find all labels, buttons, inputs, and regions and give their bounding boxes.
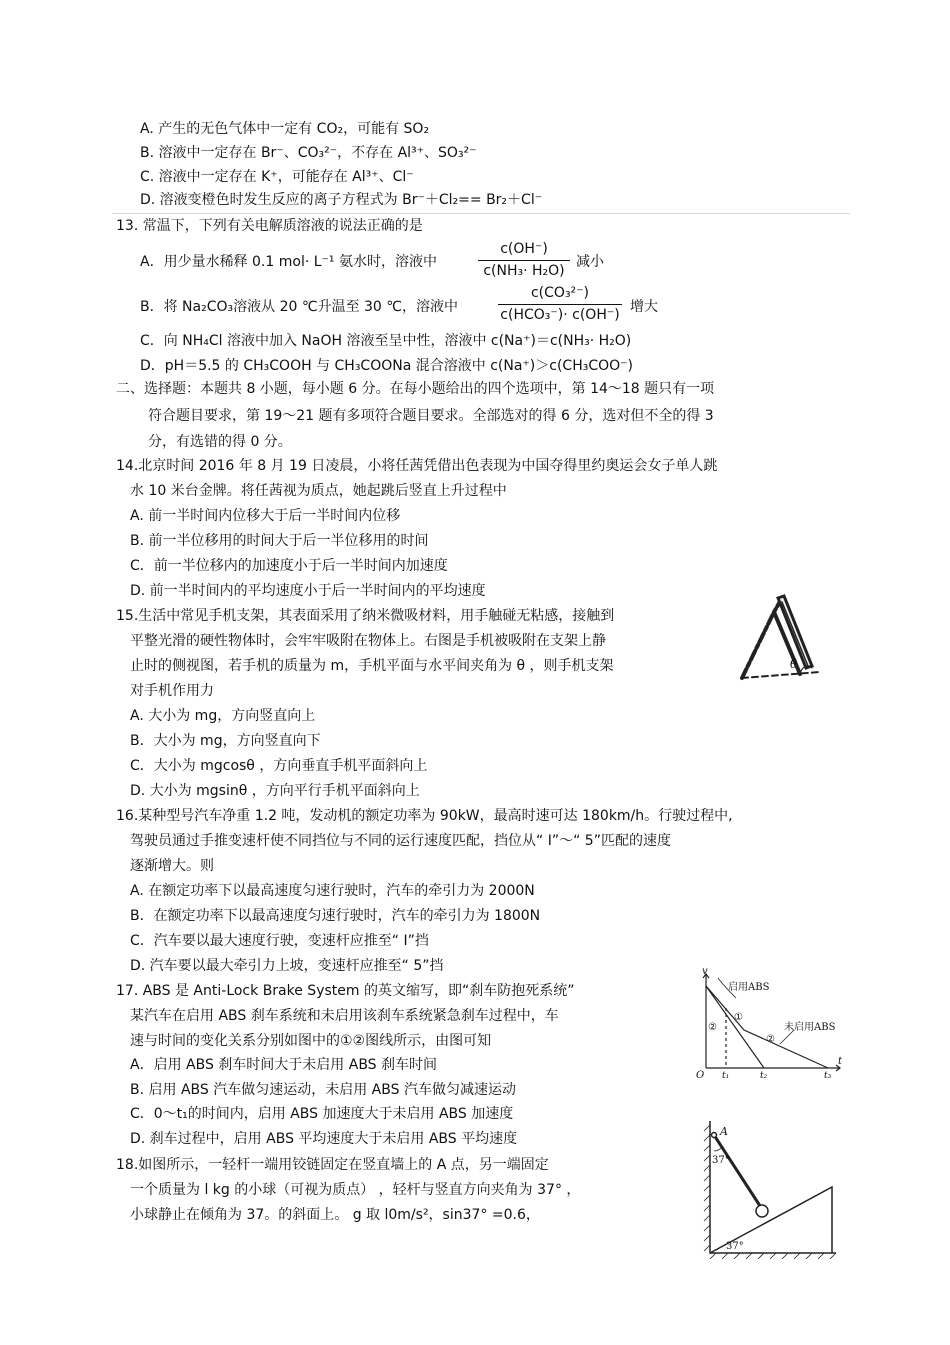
- section2-line2: 符合题目要求，第 19～21 题有多项符合题目要求。全部选对的得 6 分，选对但不全的得 3: [148, 408, 714, 424]
- curve-2-marker: ②: [708, 1022, 717, 1033]
- q13-a-fraction-bar: [478, 260, 570, 261]
- q18-stem-3: 小球静止在倾角为 37。的斜面上。 g 取 l0m/s²，sin37° =0.6，: [130, 1207, 540, 1223]
- q17-stem-2: 某汽车在启用 ABS 刹车系统和未启用该刹车系统紧急刹车过程中，车: [130, 1008, 559, 1024]
- q17-option-c: C．0～t₁的时间内，启用 ABS 加速度大于未启用 ABS 加速度: [130, 1106, 514, 1122]
- q15-stem-1: 15.生活中常见手机支架，其表面采用了纳米微吸材料，用手触碰无粘感，接触到: [116, 608, 615, 624]
- q15-option-b: B．大小为 mg，方向竖直向下: [130, 733, 321, 749]
- q13-b-fraction-bar: [498, 304, 622, 305]
- q13-option-a-text: A．用少量水稀释 0.1 mol· L⁻¹ 氨水时，溶液中: [140, 254, 437, 270]
- q17-stem-3: 速与时间的变化关系分别如图中的①②图线所示，由图可知: [130, 1033, 492, 1049]
- q16-option-d: D. 汽车要以最大牵引力上坡，变速杆应推至“ 5”挡: [130, 958, 444, 974]
- divider: [112, 213, 850, 214]
- hinge: [712, 1133, 717, 1138]
- q13-option-a-tail: 减小: [576, 254, 604, 270]
- t3-label: t₃: [824, 1071, 832, 1080]
- q14-stem-1: 14.北京时间 2016 年 8 月 19 日凌晨，小将任茜凭借出色表现为中国夺得里约奥运会女子单人跳: [116, 458, 718, 474]
- q12-option-c: C. 溶液中一定存在 K⁺，可能存在 Al³⁺、Cl⁻: [140, 169, 414, 185]
- q15-option-a: A. 大小为 mg，方向竖直向上: [130, 708, 316, 724]
- t2-label: t₂: [760, 1071, 768, 1080]
- q13-option-b-tail: 增大: [630, 299, 658, 315]
- ball: [756, 1205, 768, 1217]
- rod-ball-incline-figure: [696, 1115, 846, 1259]
- angle-bottom-label: 37°: [726, 1241, 744, 1252]
- q13-b-denominator: c(HCO₃⁻)· c(OH⁻): [500, 307, 620, 323]
- q17-stem-1: 17. ABS 是 Anti-Lock Brake System 的英文缩写，即“刹车防抱死系统”: [116, 983, 575, 999]
- q16-option-c: C．汽车要以最大速度行驶，变速杆应推至“ I”挡: [130, 933, 429, 949]
- q18-stem-1: 18.如图所示，一轻杆一端用铰链固定在竖直墙上的 A 点，另一端固定: [116, 1157, 549, 1173]
- curve-1-marker: ①: [734, 1012, 743, 1023]
- q17-option-a: A．启用 ABS 刹车时间大于未启用 ABS 刹车时间: [130, 1057, 438, 1073]
- q17-option-d: D. 刹车过程中，启用 ABS 平均速度大于未启用 ABS 平均速度: [130, 1131, 518, 1147]
- q13-option-b-text: B．将 Na₂CO₃溶液从 20 ℃升温至 30 ℃，溶液中: [140, 299, 459, 315]
- q12-option-d: D. 溶液变橙色时发生反应的离子方程式为 Br⁻＋Cl₂== Br₂＋Cl⁻: [140, 192, 543, 208]
- q14-stem-2: 水 10 米台金牌。将任茜视为质点，她起跳后竖直上升过程中: [130, 483, 507, 499]
- q13-b-numerator: c(CO₃²⁻): [530, 285, 590, 301]
- q16-stem-2: 驾驶员通过手推变速杆使不同挡位与不同的运行速度匹配，挡位从“ I”～“ 5”匹配的速度: [130, 833, 671, 849]
- curve-2-marker-b: ②: [766, 1034, 775, 1045]
- q13-a-denominator: c(NH₃· H₂O): [483, 263, 565, 279]
- q13-option-c: C．向 NH₄Cl 溶液中加入 NaOH 溶液至呈中性，溶液中 c(Na⁺)＝c(NH₃· H₂O): [140, 333, 632, 349]
- section2-line1: 二、选择题：本题共 8 小题，每小题 6 分。在每小题给出的四个选项中，第 14～18 题只有一项: [116, 381, 715, 397]
- section2-line3: 分，有选错的得 0 分。: [148, 434, 292, 450]
- q16-stem-3: 逐渐增大。则: [130, 858, 214, 874]
- point-a-label: A: [720, 1125, 728, 1138]
- t1-label: t₁: [722, 1071, 730, 1080]
- q14-option-c: C．前一半位移内的加速度小于后一半时间内加速度: [130, 558, 448, 574]
- wall-and-ground: [710, 1121, 836, 1253]
- rod: [714, 1135, 762, 1209]
- q15-option-d: D. 大小为 mgsinθ ，方向平行手机平面斜向上: [130, 783, 420, 799]
- abs-off-label: 未启用ABS: [784, 1022, 836, 1033]
- q15-stem-3: 止时的侧视图，若手机的质量为 m，手机平面与水平间夹角为 θ ，则手机支架: [130, 658, 614, 674]
- q14-option-a: A. 前一半时间内位移大于后一半时间内位移: [130, 508, 401, 524]
- phone-holder-figure: [730, 588, 830, 688]
- q13-stem: 13. 常温下，下列有关电解质溶液的说法正确的是: [116, 218, 423, 234]
- q16-option-b: B．在额定功率下以最高速度匀速行驶时，汽车的牵引力为 1800N: [130, 908, 541, 924]
- abs-on-label: 启用ABS: [728, 982, 770, 993]
- q18-stem-2: 一个质量为 l kg 的小球（可视为质点） ，轻杆与竖直方向夹角为 37° ，: [130, 1182, 581, 1198]
- q17-option-b: B. 启用 ABS 汽车做匀速运动，未启用 ABS 汽车做匀减速运动: [130, 1082, 516, 1098]
- q13-a-numerator: c(OH⁻): [500, 241, 548, 257]
- q16-stem-1: 16.某种型号汽车净重 1.2 吨，发动机的额定功率为 90kW，最高时速可达 180km/h。行驶过程中,: [116, 808, 733, 824]
- abs-velocity-time-graph: [690, 968, 850, 1080]
- q14-option-d: D. 前一半时间内的平均速度小于后一半时间内的平均速度: [130, 583, 486, 599]
- t-axis-label: t: [838, 1056, 843, 1067]
- q14-option-b: B. 前一半位移用的时间大于后一半位移用的时间: [130, 533, 429, 549]
- q15-stem-2: 平整光滑的硬性物体时，会牢牢吸附在物体上。右图是手机被吸附在支架上静: [130, 633, 606, 649]
- q12-option-b: B. 溶液中一定存在 Br⁻、CO₃²⁻，不存在 Al³⁺、SO₃²⁻: [140, 145, 477, 161]
- q12-option-a: A. 产生的无色气体中一定有 CO₂，可能有 SO₂: [140, 121, 430, 137]
- q15-option-c: C．大小为 mgcosθ ，方向垂直手机平面斜向上: [130, 758, 428, 774]
- origin-label: O: [696, 1070, 705, 1080]
- v-axis-label: v: [702, 968, 708, 977]
- q15-stem-4: 对手机作用力: [130, 683, 214, 699]
- q16-option-a: A. 在额定功率下以最高速度匀速行驶时，汽车的牵引力为 2000N: [130, 883, 535, 899]
- q13-option-d: D．pH＝5.5 的 CH₃COOH 与 CH₃COONa 混合溶液中 c(Na⁺)＞c(CH₃COO⁻): [140, 358, 634, 374]
- theta-label: θ: [790, 657, 798, 671]
- angle-top-label: 37°: [712, 1155, 730, 1166]
